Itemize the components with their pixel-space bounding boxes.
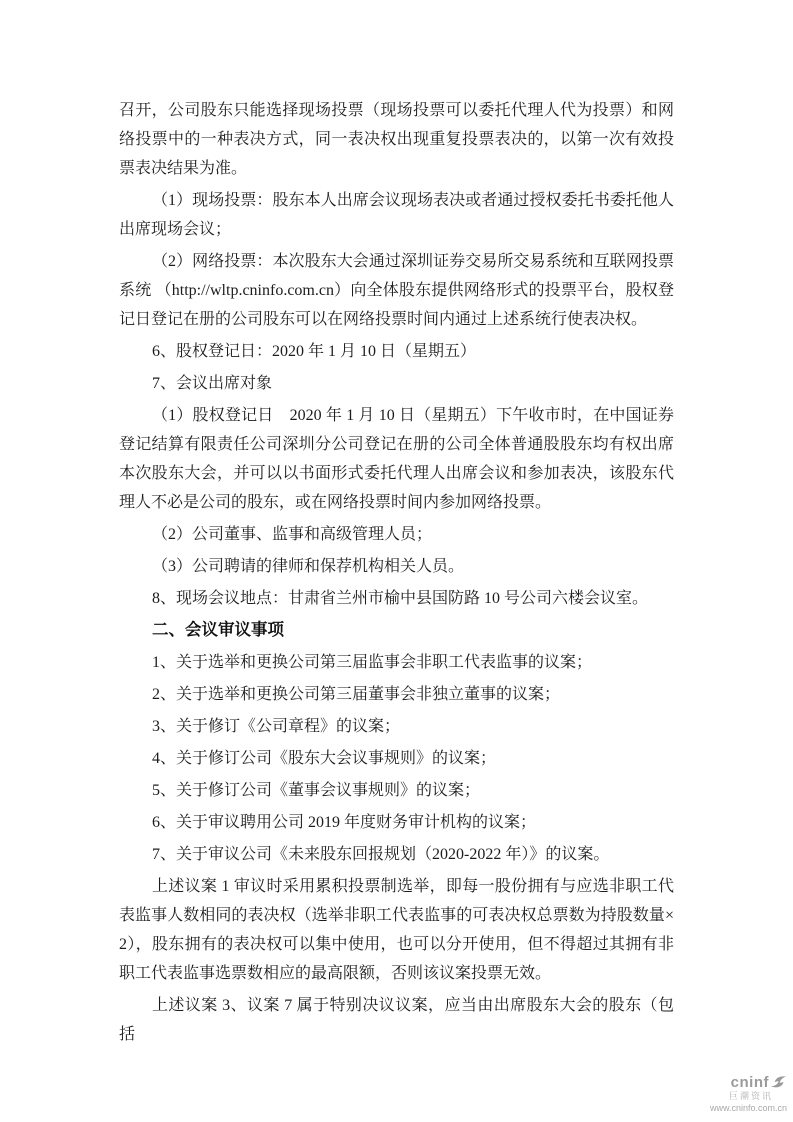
paragraph-online-voting: （2）网络投票：本次股东大会通过深圳证券交易所交易系统和互联网投票系统 （http://wltp.cninfo.com.cn）向全体股东提供网络形式的投票平台，股权登记日登记在册的公司股东可以在网络投票时间内通过上述系统行使表决权。 [119,253,674,328]
agenda-item-6: 6、关于审议聘用公司 2019 年度财务审计机构的议案； [152,814,537,831]
cninfo-wordmark: cninf [730,1073,769,1091]
paragraph-attendees-directors: （2）公司董事、监事和高级管理人员； [152,526,433,543]
cninfo-watermark [677,1075,787,1114]
cninfo-brand-chinese: 巨潮资讯 [728,1091,773,1102]
agenda-item-7: 7、关于审议公司《未来股东回报规划（2020-2022 年）》的议案。 [152,846,610,863]
agenda-item-2: 2、关于选举和更换公司第三届董事会非独立董事的议案； [152,686,561,703]
paragraph-continued: 召开，公司股东只能选择现场投票（现场投票可以委托代理人代为投票）和网络投票中的一种表决方式，同一表决权出现重复投票表决的，以第一次有效投票表决结果为准。 [119,102,674,177]
paragraph-attendees-lawyers: （3）公司聘请的律师和保荐机构相关人员。 [152,558,465,575]
document-body [119,96,674,1052]
paragraph-attendees-title: 7、会议出席对象 [152,375,273,392]
agenda-item-1: 1、关于选举和更换公司第三届监事会非职工代表监事的议案； [152,654,593,671]
paragraph-special-resolution: 上述议案 3、议案 7 属于特别决议议案，应当由出席股东大会的股东（包括 [119,997,674,1043]
cninfo-url: www.cninfo.com.cn [709,1103,787,1114]
paragraph-onsite-voting: （1）现场投票：股东本人出席会议现场表决或者通过授权委托书委托他人出席现场会议； [119,192,674,238]
section-heading-agenda: 二、会议审议事项 [152,621,284,639]
cninfo-swirl-icon [770,1075,787,1090]
paragraph-meeting-venue: 8、现场会议地点：甘肃省兰州市榆中县国防路 10 号公司六楼会议室。 [152,590,649,607]
agenda-item-4: 4、关于修订公司《股东大会议事规则》的议案； [152,750,497,767]
cninfo-logo-row [677,1075,787,1092]
paragraph-record-date: 6、股权登记日：2020 年 1 月 10 日（星期五） [152,343,477,360]
paragraph-attendees-shareholders: （1）股权登记日 2020 年 1 月 10 日（星期五）下午收市时，在中国证券登记结算有限责任公司深圳分公司登记在册的公司全体普通股股东均有权出席本次股东大会，并可以以书面形式委托代理人出席会议和参加表决，该股东代理人不必是公司的股东，或在网络投票时间内参加网络投票。 [119,407,674,511]
paragraph-cumulative-voting: 上述议案 1 审议时采用累积投票制选举，即每一股份拥有与应选非职工代表监事人数相同的表决权（选举非职工代表监事的可表决权总票数为持股数量×2），股东拥有的表决权可以集中使用，也可以分开使用，但不得超过其拥有非职工代表监事选票数相应的最高限额，否则该议案投票无效。 [119,878,674,982]
agenda-item-5: 5、关于修订公司《董事会议事规则》的议案； [152,782,481,799]
agenda-item-3: 3、关于修订《公司章程》的议案； [152,718,401,735]
